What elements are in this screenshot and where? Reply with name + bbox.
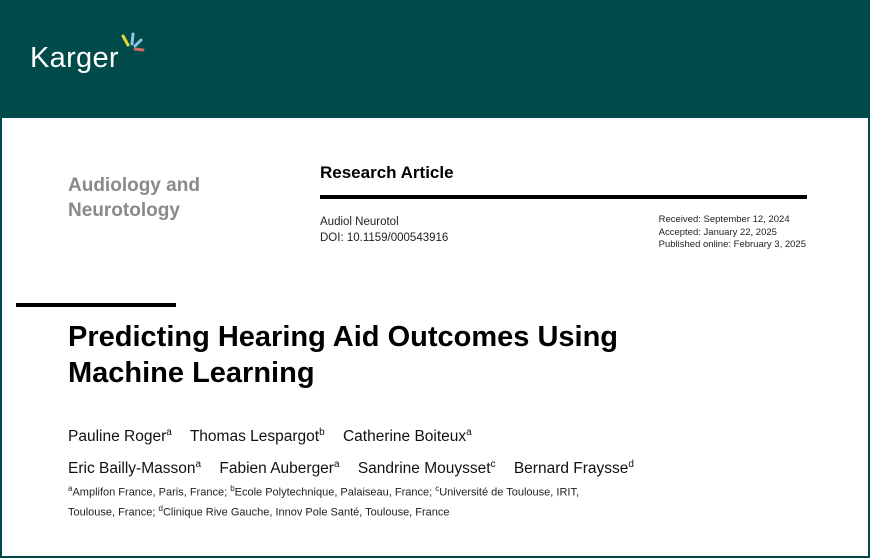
header-rule	[320, 195, 807, 199]
author: Thomas Lespargot$^b$	[189, 427, 325, 446]
affiliation-marker: c	[435, 484, 440, 493]
author: Sandrine Mouysset$^c$	[357, 459, 496, 478]
logo-text: Karger	[30, 42, 119, 74]
logo-burst-icon	[117, 32, 145, 60]
author: Bernard Fraysse$^d$	[513, 459, 634, 478]
article-first-page	[2, 118, 868, 556]
karger-logo[interactable]	[30, 38, 145, 78]
citation-block	[320, 214, 448, 246]
author-row-1	[68, 419, 828, 451]
article-title	[68, 319, 768, 391]
affiliation-text: Amplifon France, Paris, France;	[72, 486, 231, 499]
affiliation-text: Ecole Polytechnique, Palaiseau, France;	[234, 486, 436, 499]
author: Eric Bailly-Masson$^a$	[68, 459, 202, 478]
accepted-date: Accepted: January 22, 2025	[658, 226, 777, 238]
affiliation-text: Université de Toulouse, IRIT, Toulouse, France;	[68, 486, 580, 519]
author: Pauline Roger$^a$	[68, 427, 172, 446]
title-line-2: Machine Learning	[68, 357, 315, 389]
publisher-header	[0, 0, 870, 118]
author-list	[68, 419, 828, 483]
author: Catherine Boiteux$^a$	[342, 427, 472, 446]
affiliation-marker: d	[158, 503, 163, 513]
affiliation-text: Clinique Rive Gauche, Innov Pole Santé, Toulouse, France	[162, 506, 450, 519]
affiliations	[68, 481, 628, 520]
article-type: Research Article	[320, 163, 454, 182]
affiliation-marker: a	[68, 484, 73, 493]
affiliation-marker: b	[230, 484, 235, 493]
journal-citation: Audiol Neurotol	[320, 216, 399, 228]
journal-name: Audiology and Neurotology	[68, 175, 200, 221]
published-date: Published online: February 3, 2025	[658, 239, 806, 250]
author-row-2	[68, 451, 828, 483]
doi[interactable]: DOI: 10.1159/000543916	[320, 232, 449, 244]
title-rule	[16, 303, 176, 307]
author: Fabien Auberger$^a$	[219, 459, 340, 478]
title-line-1: Predicting Hearing Aid Outcomes Using	[68, 321, 619, 353]
received-date: Received: September 12, 2024	[658, 214, 790, 225]
dates-block	[659, 214, 806, 252]
